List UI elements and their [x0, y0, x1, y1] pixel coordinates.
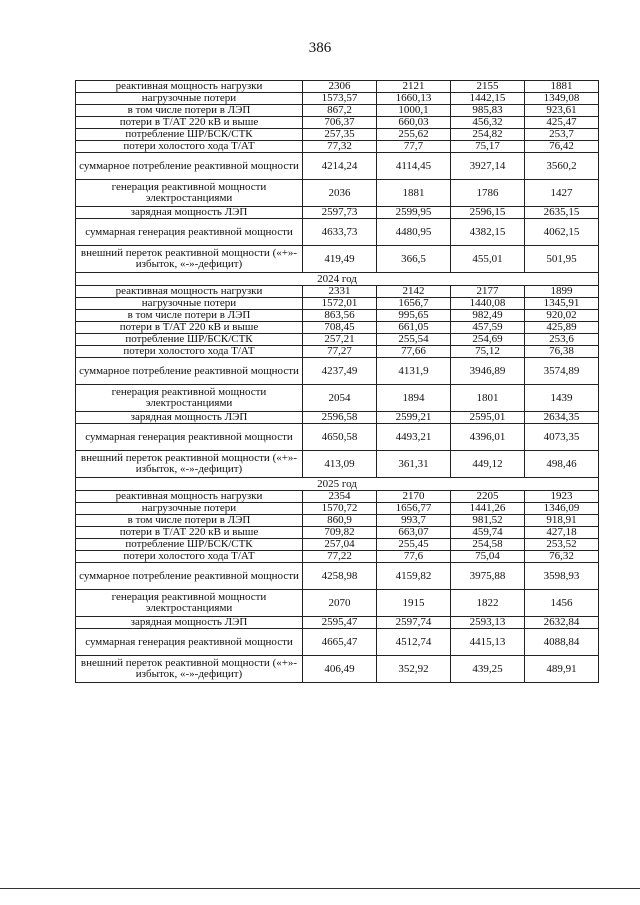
value-cell: 2155 [451, 81, 525, 93]
table-row [76, 310, 599, 322]
value-cell: 1894 [377, 385, 451, 412]
value-cell: 76,38 [525, 346, 599, 358]
value-cell: 2121 [377, 81, 451, 93]
value-cell: 1923 [525, 491, 599, 503]
value-cell: 77,27 [303, 346, 377, 358]
value-cell: 489,91 [525, 656, 599, 683]
row-label: внешний переток реактивной мощности («+»-избыток, «-»-дефицит) [76, 451, 303, 478]
table-row [76, 412, 599, 424]
table-row [76, 551, 599, 563]
year-row [76, 273, 599, 286]
table-row [76, 503, 599, 515]
value-cell: 918,91 [525, 515, 599, 527]
row-label: суммарное потребление реактивной мощности [76, 358, 303, 385]
value-cell: 920,02 [525, 310, 599, 322]
value-cell: 2205 [451, 491, 525, 503]
value-cell: 2595,47 [303, 617, 377, 629]
table-row [76, 539, 599, 551]
value-cell: 3946,89 [451, 358, 525, 385]
table-row [76, 424, 599, 451]
value-cell: 993,7 [377, 515, 451, 527]
value-cell: 4493,21 [377, 424, 451, 451]
value-cell: 985,83 [451, 105, 525, 117]
row-label: нагрузочные потери [76, 503, 303, 515]
value-cell: 2070 [303, 590, 377, 617]
table-row [76, 81, 599, 93]
table-row [76, 451, 599, 478]
value-cell: 2635,15 [525, 207, 599, 219]
row-label: в том числе потери в ЛЭП [76, 310, 303, 322]
value-cell: 4258,98 [303, 563, 377, 590]
value-cell: 3975,88 [451, 563, 525, 590]
value-cell: 2142 [377, 286, 451, 298]
row-label: потери холостого хода Т/АТ [76, 141, 303, 153]
value-cell: 257,04 [303, 539, 377, 551]
table-row [76, 385, 599, 412]
value-cell: 459,74 [451, 527, 525, 539]
table-row [76, 129, 599, 141]
table-row [76, 105, 599, 117]
table-row [76, 515, 599, 527]
value-cell: 77,66 [377, 346, 451, 358]
value-cell: 1349,08 [525, 93, 599, 105]
value-cell: 923,61 [525, 105, 599, 117]
value-cell: 981,52 [451, 515, 525, 527]
value-cell: 4665,47 [303, 629, 377, 656]
value-cell: 4480,95 [377, 219, 451, 246]
value-cell: 663,07 [377, 527, 451, 539]
row-label: реактивная мощность нагрузки [76, 81, 303, 93]
value-cell: 4415,13 [451, 629, 525, 656]
value-cell: 76,32 [525, 551, 599, 563]
value-cell: 254,82 [451, 129, 525, 141]
table-row [76, 141, 599, 153]
value-cell: 455,01 [451, 246, 525, 273]
value-cell: 863,56 [303, 310, 377, 322]
row-label: в том числе потери в ЛЭП [76, 515, 303, 527]
value-cell: 2596,15 [451, 207, 525, 219]
table-row [76, 334, 599, 346]
value-cell: 1439 [525, 385, 599, 412]
value-cell: 2599,95 [377, 207, 451, 219]
value-cell: 255,54 [377, 334, 451, 346]
value-cell: 660,03 [377, 117, 451, 129]
row-label: генерация реактивной мощности электростанциями [76, 180, 303, 207]
value-cell: 75,17 [451, 141, 525, 153]
value-cell: 4088,84 [525, 629, 599, 656]
value-cell: 254,58 [451, 539, 525, 551]
value-cell: 982,49 [451, 310, 525, 322]
value-cell: 2331 [303, 286, 377, 298]
row-label: внешний переток реактивной мощности («+»-избыток, «-»-дефицит) [76, 246, 303, 273]
value-cell: 425,89 [525, 322, 599, 334]
table-row [76, 298, 599, 310]
value-cell: 2170 [377, 491, 451, 503]
row-label: зарядная мощность ЛЭП [76, 207, 303, 219]
value-cell: 2596,58 [303, 412, 377, 424]
value-cell: 413,09 [303, 451, 377, 478]
value-cell: 4214,24 [303, 153, 377, 180]
value-cell: 3560,2 [525, 153, 599, 180]
table-row [76, 219, 599, 246]
row-label: потери в Т/АТ 220 кВ и выше [76, 322, 303, 334]
value-cell: 708,45 [303, 322, 377, 334]
value-cell: 253,52 [525, 539, 599, 551]
year-row [76, 478, 599, 491]
value-cell: 77,6 [377, 551, 451, 563]
value-cell: 1570,72 [303, 503, 377, 515]
table-row [76, 180, 599, 207]
table-row [76, 491, 599, 503]
value-cell: 449,12 [451, 451, 525, 478]
table-row [76, 358, 599, 385]
value-cell: 1346,09 [525, 503, 599, 515]
value-cell: 77,22 [303, 551, 377, 563]
table-row [76, 153, 599, 180]
row-label: потребление ШР/БСК/СТК [76, 334, 303, 346]
value-cell: 995,65 [377, 310, 451, 322]
table-row [76, 207, 599, 219]
value-cell: 501,95 [525, 246, 599, 273]
value-cell: 1881 [377, 180, 451, 207]
table-row [76, 629, 599, 656]
row-label: суммарное потребление реактивной мощности [76, 153, 303, 180]
row-label: нагрузочные потери [76, 93, 303, 105]
row-label: внешний переток реактивной мощности («+»-избыток, «-»-дефицит) [76, 656, 303, 683]
value-cell: 457,59 [451, 322, 525, 334]
value-cell: 75,12 [451, 346, 525, 358]
value-cell: 1656,77 [377, 503, 451, 515]
row-label: реактивная мощность нагрузки [76, 491, 303, 503]
value-cell: 1573,57 [303, 93, 377, 105]
value-cell: 1822 [451, 590, 525, 617]
value-cell: 352,92 [377, 656, 451, 683]
row-label: генерация реактивной мощности электростанциями [76, 590, 303, 617]
table-row [76, 346, 599, 358]
value-cell: 3598,93 [525, 563, 599, 590]
row-label: реактивная мощность нагрузки [76, 286, 303, 298]
value-cell: 1442,15 [451, 93, 525, 105]
reactive-power-balance-table [75, 80, 599, 683]
value-cell: 253,6 [525, 334, 599, 346]
value-cell: 257,35 [303, 129, 377, 141]
value-cell: 4396,01 [451, 424, 525, 451]
table-row [76, 322, 599, 334]
footer-divider [0, 888, 640, 889]
value-cell: 77,7 [377, 141, 451, 153]
value-cell: 77,32 [303, 141, 377, 153]
value-cell: 366,5 [377, 246, 451, 273]
value-cell: 1899 [525, 286, 599, 298]
year-label: 2024 год [76, 273, 599, 286]
value-cell: 4062,15 [525, 219, 599, 246]
value-cell: 4650,58 [303, 424, 377, 451]
value-cell: 255,62 [377, 129, 451, 141]
row-label: зарядная мощность ЛЭП [76, 617, 303, 629]
row-label: суммарная генерация реактивной мощности [76, 219, 303, 246]
page-number: 386 [308, 40, 332, 56]
value-cell: 75,04 [451, 551, 525, 563]
row-label: суммарная генерация реактивной мощности [76, 424, 303, 451]
value-cell: 2597,74 [377, 617, 451, 629]
value-cell: 427,18 [525, 527, 599, 539]
row-label: потери в Т/АТ 220 кВ и выше [76, 527, 303, 539]
value-cell: 2599,21 [377, 412, 451, 424]
value-cell: 4114,45 [377, 153, 451, 180]
value-cell: 1000,1 [377, 105, 451, 117]
row-label: в том числе потери в ЛЭП [76, 105, 303, 117]
value-cell: 867,2 [303, 105, 377, 117]
value-cell: 2054 [303, 385, 377, 412]
table-row [76, 656, 599, 683]
value-cell: 2632,84 [525, 617, 599, 629]
value-cell: 255,45 [377, 539, 451, 551]
row-label: генерация реактивной мощности электростанциями [76, 385, 303, 412]
value-cell: 4237,49 [303, 358, 377, 385]
value-cell: 709,82 [303, 527, 377, 539]
value-cell: 1656,7 [377, 298, 451, 310]
table-row [76, 617, 599, 629]
value-cell: 2595,01 [451, 412, 525, 424]
value-cell: 706,37 [303, 117, 377, 129]
value-cell: 419,49 [303, 246, 377, 273]
value-cell: 2306 [303, 81, 377, 93]
value-cell: 254,69 [451, 334, 525, 346]
value-cell: 1915 [377, 590, 451, 617]
row-label: суммарное потребление реактивной мощности [76, 563, 303, 590]
value-cell: 1345,91 [525, 298, 599, 310]
row-label: потери в Т/АТ 220 кВ и выше [76, 117, 303, 129]
value-cell: 2354 [303, 491, 377, 503]
row-label: нагрузочные потери [76, 298, 303, 310]
value-cell: 3927,14 [451, 153, 525, 180]
value-cell: 4073,35 [525, 424, 599, 451]
value-cell: 1801 [451, 385, 525, 412]
value-cell: 1660,13 [377, 93, 451, 105]
value-cell: 4382,15 [451, 219, 525, 246]
row-label: потери холостого хода Т/АТ [76, 551, 303, 563]
value-cell: 1572,01 [303, 298, 377, 310]
table-body [76, 81, 599, 683]
value-cell: 3574,89 [525, 358, 599, 385]
value-cell: 1427 [525, 180, 599, 207]
table-row [76, 246, 599, 273]
value-cell: 1440,08 [451, 298, 525, 310]
value-cell: 257,21 [303, 334, 377, 346]
value-cell: 661,05 [377, 322, 451, 334]
row-label: суммарная генерация реактивной мощности [76, 629, 303, 656]
value-cell: 4131,9 [377, 358, 451, 385]
table-row [76, 117, 599, 129]
value-cell: 860,9 [303, 515, 377, 527]
value-cell: 2593,13 [451, 617, 525, 629]
value-cell: 76,42 [525, 141, 599, 153]
value-cell: 1881 [525, 81, 599, 93]
row-label: потребление ШР/БСК/СТК [76, 539, 303, 551]
value-cell: 439,25 [451, 656, 525, 683]
table-row [76, 93, 599, 105]
row-label: потребление ШР/БСК/СТК [76, 129, 303, 141]
value-cell: 1786 [451, 180, 525, 207]
value-cell: 361,31 [377, 451, 451, 478]
value-cell: 2634,35 [525, 412, 599, 424]
value-cell: 2036 [303, 180, 377, 207]
value-cell: 456,32 [451, 117, 525, 129]
value-cell: 253,7 [525, 129, 599, 141]
value-cell: 498,46 [525, 451, 599, 478]
value-cell: 2177 [451, 286, 525, 298]
value-cell: 1441,26 [451, 503, 525, 515]
value-cell: 406,49 [303, 656, 377, 683]
value-cell: 4633,73 [303, 219, 377, 246]
value-cell: 425,47 [525, 117, 599, 129]
table-row [76, 286, 599, 298]
value-cell: 1456 [525, 590, 599, 617]
row-label: потери холостого хода Т/АТ [76, 346, 303, 358]
year-label: 2025 год [76, 478, 599, 491]
table-row [76, 590, 599, 617]
value-cell: 2597,73 [303, 207, 377, 219]
table-row [76, 527, 599, 539]
row-label: зарядная мощность ЛЭП [76, 412, 303, 424]
value-cell: 4512,74 [377, 629, 451, 656]
table-row [76, 563, 599, 590]
value-cell: 4159,82 [377, 563, 451, 590]
